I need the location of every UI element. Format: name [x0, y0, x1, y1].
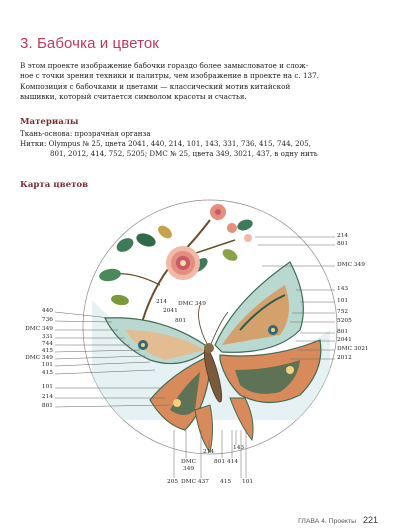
color-label: DMC [181, 459, 197, 465]
color-label: 331 [41, 334, 53, 340]
color-label: DMC 349 [25, 326, 53, 332]
color-label: 101 [41, 362, 53, 368]
color-label: 801 [41, 403, 53, 409]
color-label: 2041 [163, 308, 178, 314]
color-label: 414 [227, 459, 239, 465]
page-number: 221 [362, 515, 378, 525]
peony-flower-icon [166, 246, 200, 280]
color-label: DMC 3021 [337, 346, 369, 352]
color-label: 801 [337, 329, 349, 335]
color-label: 2041 [337, 337, 352, 343]
threads-line-1: Нитки: Olympus № 25, цвета 2041, 440, 214, 101, 143, 331, 736, 415, 744, 205, [20, 139, 311, 148]
color-label: 143 [337, 286, 349, 292]
color-label: DMC 349 [178, 301, 206, 307]
color-label: 143 [233, 445, 245, 451]
intro-line: ное с точки зрения техники и палитры, чем изображение в проекте на с. 137. [20, 71, 319, 81]
color-label: 440 [41, 308, 53, 314]
intro-line: вышивки, который считается символом красоты и счастья. [20, 92, 247, 102]
color-label: 349 [183, 466, 195, 472]
color-label: 415 [41, 370, 53, 376]
color-label: 101 [337, 298, 349, 304]
color-label: 5205 [337, 318, 352, 324]
materials-heading: Материалы [20, 117, 79, 127]
color-label: DMC 349 [25, 355, 53, 361]
color-label: 801 [175, 318, 187, 324]
color-label: 2012 [337, 355, 352, 361]
color-label: 415 [41, 348, 53, 354]
page-footer [298, 515, 378, 525]
color-label: 101 [41, 384, 53, 390]
color-label: 415 [220, 479, 232, 485]
intro-line: Композиция с бабочками и цветами — классический мотив китайской [20, 81, 291, 91]
color-label: 214 [41, 394, 53, 400]
color-label: 205 [167, 479, 179, 485]
color-label: 801 [337, 241, 349, 247]
color-label: 752 [337, 309, 349, 315]
color-label: 101 [242, 479, 254, 485]
color-label: 214 [156, 299, 168, 305]
fabric-line: Ткань-основа: прозрачная органза [20, 129, 151, 138]
chapter-label: ГЛАВА 4. Проекты [298, 518, 356, 525]
color-label: 744 [41, 341, 53, 347]
section-title: 3. Бабочка и цветок [20, 35, 159, 52]
color-map-heading: Карта цветов [20, 180, 89, 190]
intro-line: В этом проекте изображение бабочки гораздо более замысловатое и слож- [20, 61, 309, 70]
color-label: 214 [337, 233, 349, 239]
color-label: 801 [214, 459, 226, 465]
threads-line-2: 801, 2012, 414, 752, 5205; DMC № 25, цвета 349, 3021, 437, в одну нить [50, 149, 318, 158]
color-label: 736 [41, 317, 53, 323]
color-label: DMC 349 [337, 262, 365, 268]
color-label: DMC 437 [181, 479, 209, 485]
color-label: 214 [203, 449, 215, 455]
